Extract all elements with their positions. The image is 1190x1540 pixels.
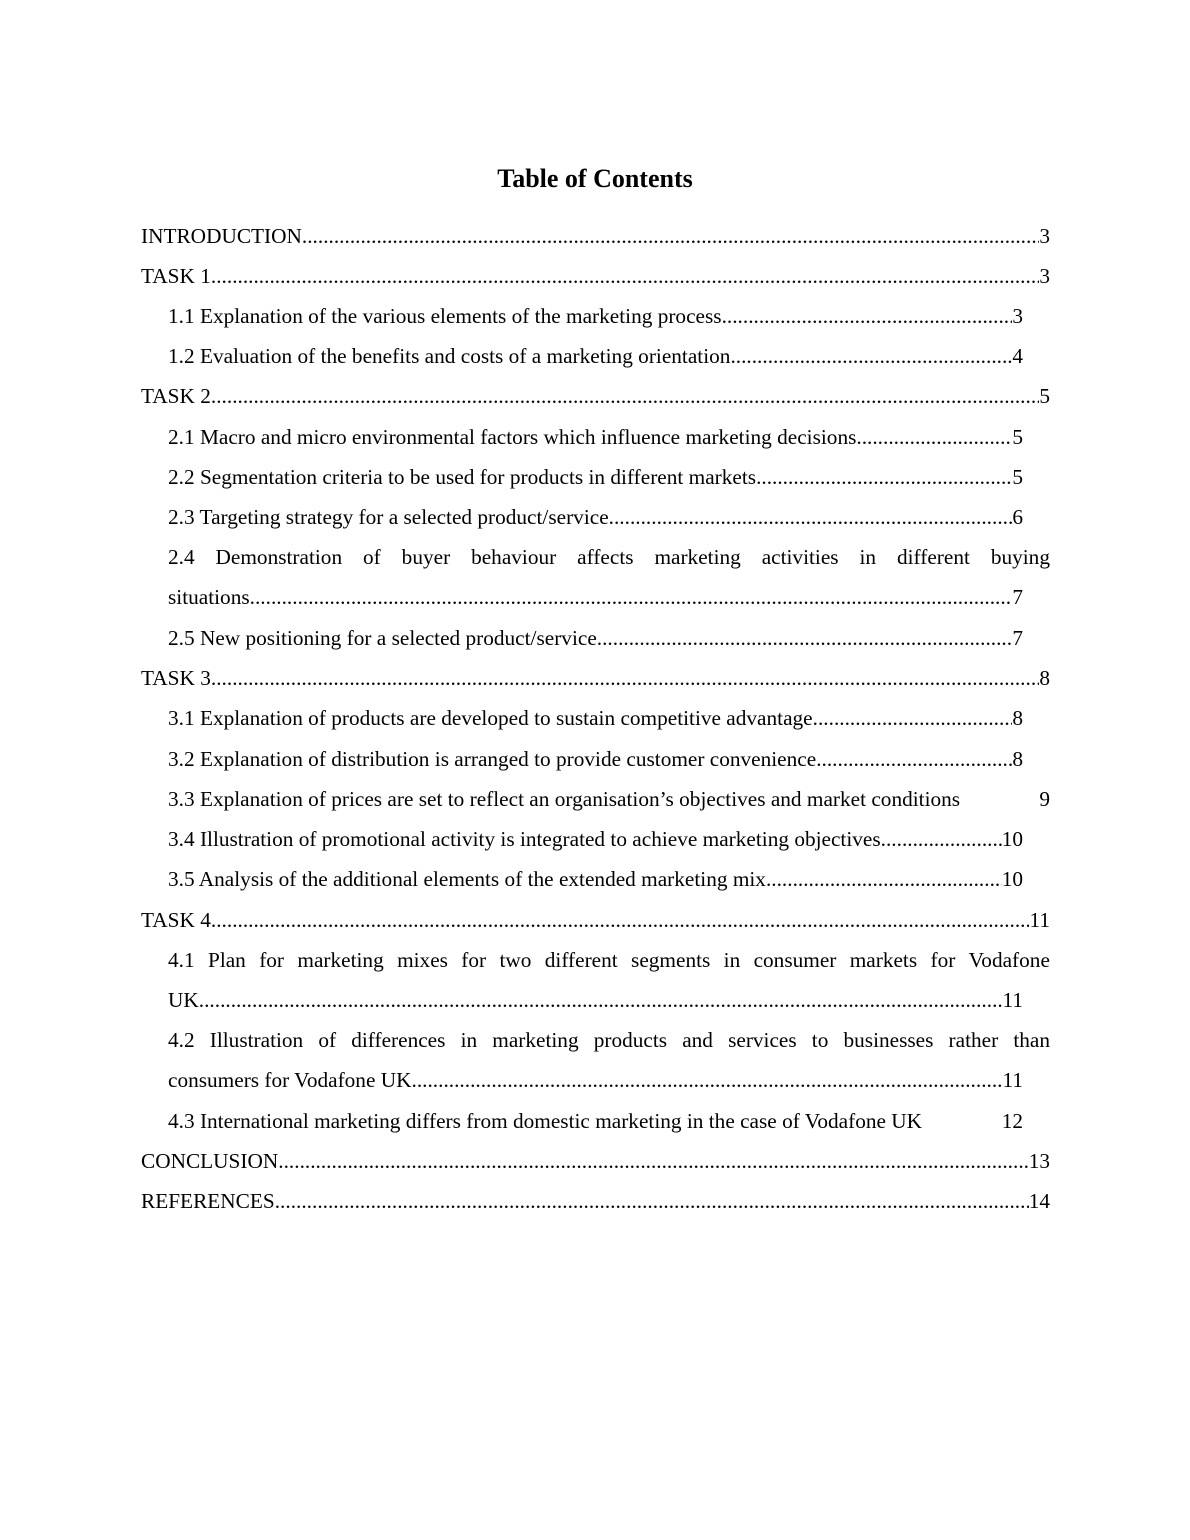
toc-entry-label: INTRODUCTION <box>141 224 302 248</box>
toc-leader-dots <box>756 457 1012 497</box>
toc-page-number: 4 <box>1012 344 1023 368</box>
toc-entry-label: 3.5 Analysis of the additional elements of the extended marketing mix <box>168 867 766 891</box>
toc-leader-dots <box>278 1141 1028 1181</box>
toc-entry-label: 3.1 Explanation of products are developed to sustain competitive advantage <box>168 706 813 730</box>
toc-entry-label: REFERENCES <box>141 1189 275 1213</box>
toc-entry-label: 1.1 Explanation of the various elements of the marketing process <box>168 304 722 328</box>
toc-entry-label-line1: 2.4 Demonstration of buyer behaviour affects marketing activities in different buying <box>168 545 1050 569</box>
toc-entry-3-1[interactable] <box>168 698 1023 738</box>
toc-entry-2-1[interactable] <box>168 417 1023 457</box>
toc-entry-3-3[interactable] <box>168 779 1050 819</box>
toc-page-number: 14 <box>1028 1189 1050 1213</box>
toc-entry-4-2[interactable] <box>168 1020 1050 1100</box>
toc-entry-2-5[interactable] <box>168 618 1023 658</box>
toc-entry-label: 2.3 Targeting strategy for a selected product/service <box>168 505 609 529</box>
toc-page-number: 10 <box>1001 827 1023 851</box>
toc-entry-task-4[interactable] <box>141 900 1050 940</box>
toc-entry-label: 4.3 International marketing differs from domestic marketing in the case of Vodafone UK <box>168 1109 923 1133</box>
toc-page-number: 5 <box>1039 384 1050 408</box>
toc-leader-dots <box>609 497 1013 537</box>
toc-leader-dots <box>722 296 1013 336</box>
toc-page-number: 9 <box>1039 787 1050 811</box>
toc-entry-4-3[interactable] <box>168 1101 1023 1141</box>
toc-page-number: 3 <box>1012 304 1023 328</box>
toc-page-number: 3 <box>1039 224 1050 248</box>
toc-entry-label: 3.4 Illustration of promotional activity is integrated to achieve marketing objectives <box>168 827 881 851</box>
toc-entry-3-4[interactable] <box>168 819 1023 859</box>
toc-page-number: 7 <box>1012 585 1023 609</box>
toc-page-number: 13 <box>1028 1149 1050 1173</box>
toc-page-number: 10 <box>1001 867 1023 891</box>
toc-leader-dots <box>211 900 1030 940</box>
toc-entry-2-4[interactable] <box>168 537 1050 617</box>
page-title: Table of Contents <box>497 164 693 193</box>
toc-leader-dots <box>597 618 1013 658</box>
toc-entry-label: CONCLUSION <box>141 1149 279 1173</box>
toc-page-number: 7 <box>1012 626 1023 650</box>
toc-entry-label: 1.2 Evaluation of the benefits and costs of a marketing orientation <box>168 344 731 368</box>
toc-entry-introduction[interactable] <box>141 216 1050 256</box>
toc-entry-references[interactable] <box>141 1181 1050 1221</box>
toc-entry-1-2[interactable] <box>168 336 1023 376</box>
toc-entry-task-2[interactable] <box>141 376 1050 416</box>
toc-entry-1-1[interactable] <box>168 296 1023 336</box>
toc-entry-label: TASK 1 <box>141 264 211 288</box>
toc-leader-dots <box>199 980 1003 1020</box>
toc-entry-label: 2.5 New positioning for a selected product/service <box>168 626 597 650</box>
toc-page-number: 5 <box>1012 425 1023 449</box>
toc-entry-2-3[interactable] <box>168 497 1023 537</box>
toc-entry-task-1[interactable] <box>141 256 1050 296</box>
toc-leader-dots <box>816 739 1012 779</box>
toc-leader-dots <box>730 336 1012 376</box>
toc-entry-label-line2: consumers for Vodafone UK ..... 11 <box>168 1060 1023 1100</box>
toc-page-number: 11 <box>1002 988 1023 1012</box>
toc-page-number: 8 <box>1039 666 1050 690</box>
toc-leader-dots <box>250 577 1013 617</box>
toc-leader-dots <box>881 819 1002 859</box>
toc-entry-3-5[interactable] <box>168 859 1023 899</box>
toc-page-number: 11 <box>1002 1068 1023 1092</box>
toc-entry-label-line2: UK ..... 11 <box>168 980 1023 1020</box>
toc-leader-dots <box>211 256 1039 296</box>
toc-entry-label-line1: 4.1 Plan for marketing mixes for two different segments in consumer markets for Vodafone <box>168 948 1050 972</box>
toc-leader-dots <box>275 1181 1029 1221</box>
toc-leader-dots <box>412 1060 1003 1100</box>
toc-leader-dots <box>856 417 1012 457</box>
toc-entry-2-2[interactable] <box>168 457 1023 497</box>
toc-entry-task-3[interactable] <box>141 658 1050 698</box>
toc-entry-label: TASK 2 <box>141 384 211 408</box>
toc-entry-label: 2.2 Segmentation criteria to be used for products in different markets <box>168 465 757 489</box>
toc-page-number: 11 <box>1029 908 1050 932</box>
toc-entry-label: TASK 3 <box>141 666 211 690</box>
toc-entry-conclusion[interactable] <box>141 1141 1050 1181</box>
toc-entry-label-line2: situations ..... 7 <box>168 577 1023 617</box>
toc-entry-label: 2.1 Macro and micro environmental factors which influence marketing decisions <box>168 425 857 449</box>
toc-leader-dots <box>211 658 1039 698</box>
toc-entry-label: TASK 4 <box>141 908 211 932</box>
toc-leader-dots <box>302 216 1039 256</box>
toc-page-number: 6 <box>1012 505 1023 529</box>
toc-page-number: 8 <box>1012 747 1023 771</box>
toc-entry-3-2[interactable] <box>168 739 1023 779</box>
toc-page-number: 5 <box>1012 465 1023 489</box>
toc-leader-dots <box>211 376 1039 416</box>
toc-entry-label-line1: 4.2 Illustration of differences in marketing products and services to businesses rather than <box>168 1028 1050 1052</box>
toc-page-number: 8 <box>1012 706 1023 730</box>
toc-page-number: 12 <box>1001 1109 1023 1133</box>
toc-entry-label: 3.3 Explanation of prices are set to reflect an organisation’s objectives and market conditions <box>168 787 961 811</box>
toc-page-number: 3 <box>1039 264 1050 288</box>
toc-leader-dots <box>813 698 1013 738</box>
toc-leader-dots <box>766 859 1002 899</box>
toc-entry-label: 3.2 Explanation of distribution is arranged to provide customer convenience <box>168 747 817 771</box>
toc-entry-4-1[interactable] <box>168 940 1050 1020</box>
